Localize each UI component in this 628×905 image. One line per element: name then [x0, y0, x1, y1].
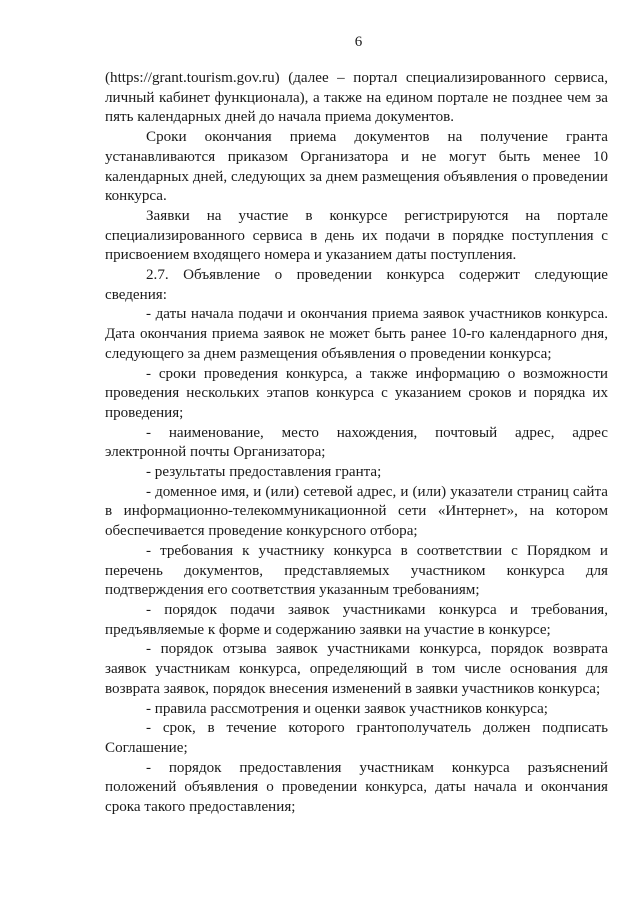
paragraph-portal-reference: (https://grant.tourism.gov.ru) (далее – портал специализированного сервиса, личный кабинет функционала), а также на едином портале не позднее чем за пять календарных дней до начала приема документов. [105, 70, 608, 126]
page-number: 6 [354, 34, 363, 50]
list-item-organizer-info: - наименование, место нахождения, почтовый адрес, адрес электронной почты Организатора; [105, 424, 608, 461]
list-item-submission-order: - порядок подачи заявок участниками конкурса и требования, предъявляемые к форме и содержанию заявки на участие в конкурсе; [105, 601, 608, 638]
paragraph-deadline: Сроки окончания приема документов на получение гранта устанавливаются приказом Организатора и не могут быть менее 10 календарных дней, следующих за днем размещения объявления о проведении конкурса. [105, 129, 608, 205]
list-item-clarifications: - порядок предоставления участникам конкурса разъяснений положений объявления о проведении конкурса, даты начала и окончания срока такого предоставления; [105, 759, 608, 816]
paragraph-registration: Заявки на участие в конкурсе регистрируются на портале специализированного сервиса в день их подачи в порядке поступления с присвоением входящего номера и указанием даты поступления. [105, 207, 608, 264]
list-item-withdrawal-order: - порядок отзыва заявок участниками конкурса, порядок возврата заявок участникам конкурса, определяющий в том числе основания для возврата заявок, порядок внесения изменений в заявки участников конкурса; [105, 641, 608, 697]
list-item-dates: - даты начала подачи и окончания приема заявок участников конкурса. Дата окончания приема заявок не может быть ранее 10-го календарного дня, следующего за днем размещения объявления о проведении конкурса; [105, 306, 608, 362]
list-item-terms: - сроки проведения конкурса, а также информацию о возможности проведения нескольких этапов конкурса с указанием сроков и порядка их проведения; [105, 365, 608, 421]
paragraph-section-2-7: 2.7. Объявление о проведении конкурса содержит следующие сведения: [105, 267, 608, 303]
list-item-evaluation-rules: - правила рассмотрения и оценки заявок участников конкурса; [146, 700, 548, 717]
list-item-requirements: - требования к участнику конкурса в соответствии с Порядком и перечень документов, представляемых участником конкурса для подтверждения его соответствия указанным требованиям; [105, 542, 608, 599]
list-item-results: - результаты предоставления гранта; [146, 464, 382, 481]
list-item-domain: - доменное имя, и (или) сетевой адрес, и (или) указатели страниц сайта в информационно-телекоммуникационной сети «Интернет», на котором обеспечивается проведение конкурсного отбора; [105, 483, 608, 540]
list-item-signing-deadline: - срок, в течение которого грантополучатель должен подписать Соглашение; [105, 720, 608, 756]
